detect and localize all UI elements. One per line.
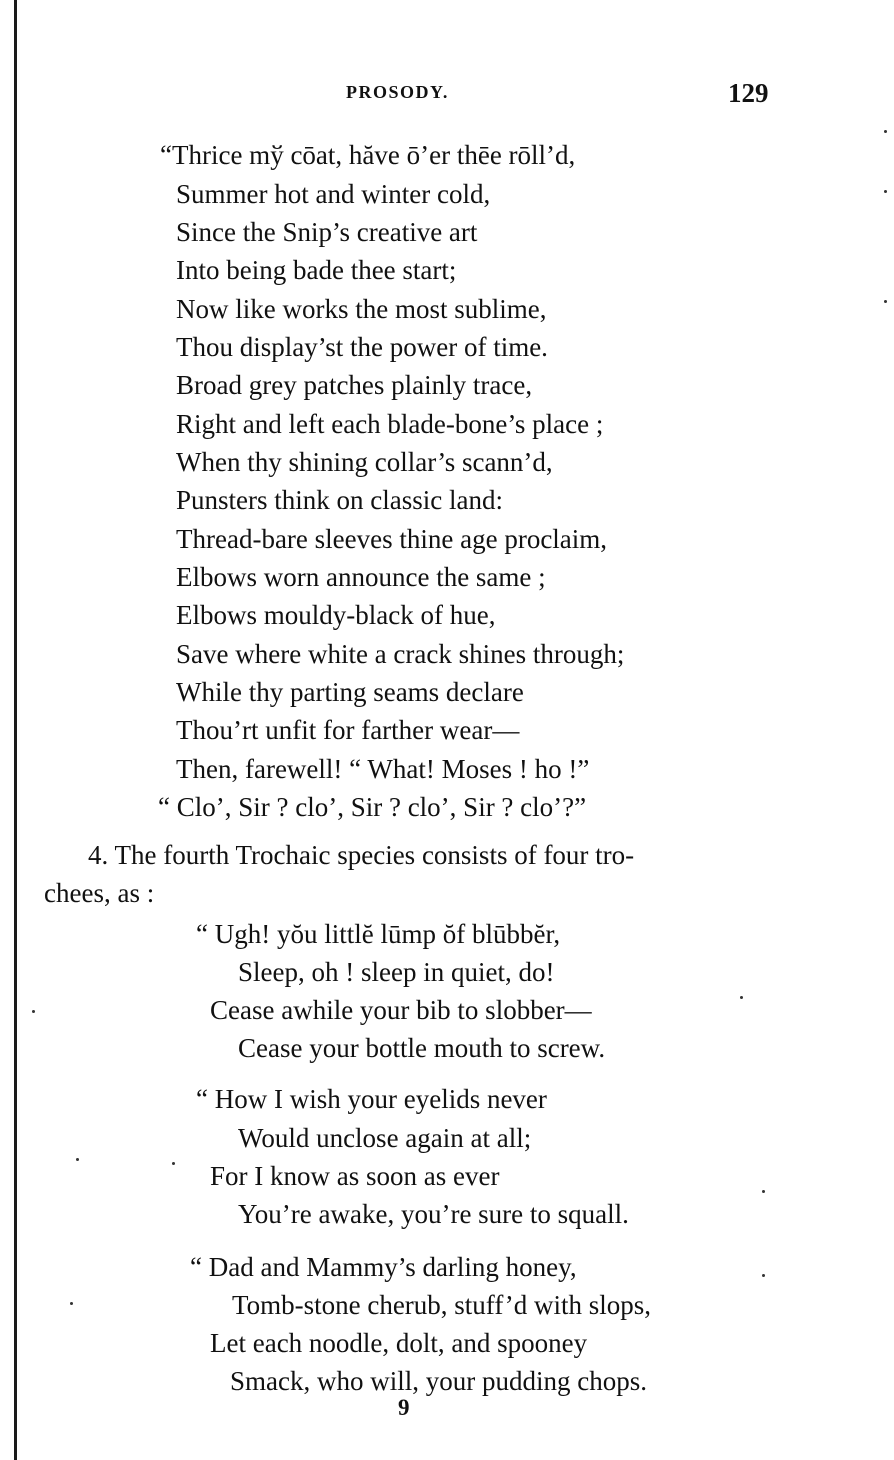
page-spine-edge (14, 0, 17, 1460)
paragraph-line: 4. The fourth Trochaic species consists of four tro- (88, 840, 635, 870)
poem-line: Summer hot and winter cold, (176, 179, 491, 209)
poem-line: Thread-bare sleeves thine age proclaim, (176, 524, 608, 554)
signature-mark: 9 (398, 1395, 410, 1420)
stanza-line: Cease awhile your bib to slobber— (210, 995, 592, 1025)
page-number: 129 (728, 78, 769, 108)
poem-line: Since the Snip’s creative art (176, 217, 478, 247)
poem-line: Elbows mouldy-black of hue, (176, 600, 496, 630)
stanza-line: Sleep, oh ! sleep in quiet, do! (238, 957, 555, 987)
print-speck (76, 1158, 79, 1161)
poem-line: Elbows worn announce the same ; (176, 562, 546, 592)
stanza-line: Let each noodle, dolt, and spooney (210, 1328, 588, 1358)
stanza-line: “ Dad and Mammy’s darling honey, (190, 1252, 577, 1282)
stanza-line: Cease your bottle mouth to screw. (238, 1033, 606, 1063)
poem-line: Then, farewell! “ What! Moses ! ho !” (176, 754, 590, 784)
print-speck (762, 1190, 765, 1193)
poem-line: Now like works the most sublime, (176, 294, 547, 324)
poem-line: Thou’rt unfit for farther wear— (176, 715, 520, 745)
print-speck (172, 1162, 175, 1165)
paragraph-line: chees, as : (44, 878, 155, 908)
stanza-line: “ Ugh! yŏu littlĕ lūmp ŏf blūbbĕr, (196, 919, 561, 949)
poem-line: Broad grey patches plainly trace, (176, 370, 533, 400)
print-speck (884, 190, 887, 193)
print-speck (70, 1302, 73, 1305)
poem-line: When thy shining collar’s scann’d, (176, 447, 553, 477)
stanza-line: Would unclose again at all; (238, 1123, 532, 1153)
running-head: PROSODY. (346, 82, 449, 102)
print-speck (32, 1010, 35, 1013)
stanza-line: For I know as soon as ever (210, 1161, 500, 1191)
poem-line: Punsters think on classic land: (176, 485, 503, 515)
stanza-line: You’re awake, you’re sure to squall. (238, 1199, 629, 1229)
poem-line: “Thrice mў cōat, hăve ō’er thēe rōll’d, (160, 140, 576, 170)
poem-line: Into being bade thee start; (176, 255, 457, 285)
poem-line: Right and left each blade-bone’s place ; (176, 409, 604, 439)
stanza-line: “ How I wish your eyelids never (196, 1084, 547, 1114)
print-speck (740, 996, 743, 999)
poem-line: “ Clo’, Sir ? clo’, Sir ? clo’, Sir ? clo’?” (158, 792, 587, 822)
stanza-line: Smack, who will, your pudding chops. (230, 1366, 647, 1396)
print-speck (762, 1274, 765, 1277)
stanza-line: Tomb-stone cherub, stuff’d with slops, (232, 1290, 652, 1320)
poem-line: Thou display’st the power of time. (176, 332, 548, 362)
print-speck (884, 130, 887, 133)
print-speck (884, 300, 887, 303)
poem-line: Save where white a crack shines through; (176, 639, 625, 669)
page-header (0, 78, 894, 116)
poem-line: While thy parting seams declare (176, 677, 524, 707)
